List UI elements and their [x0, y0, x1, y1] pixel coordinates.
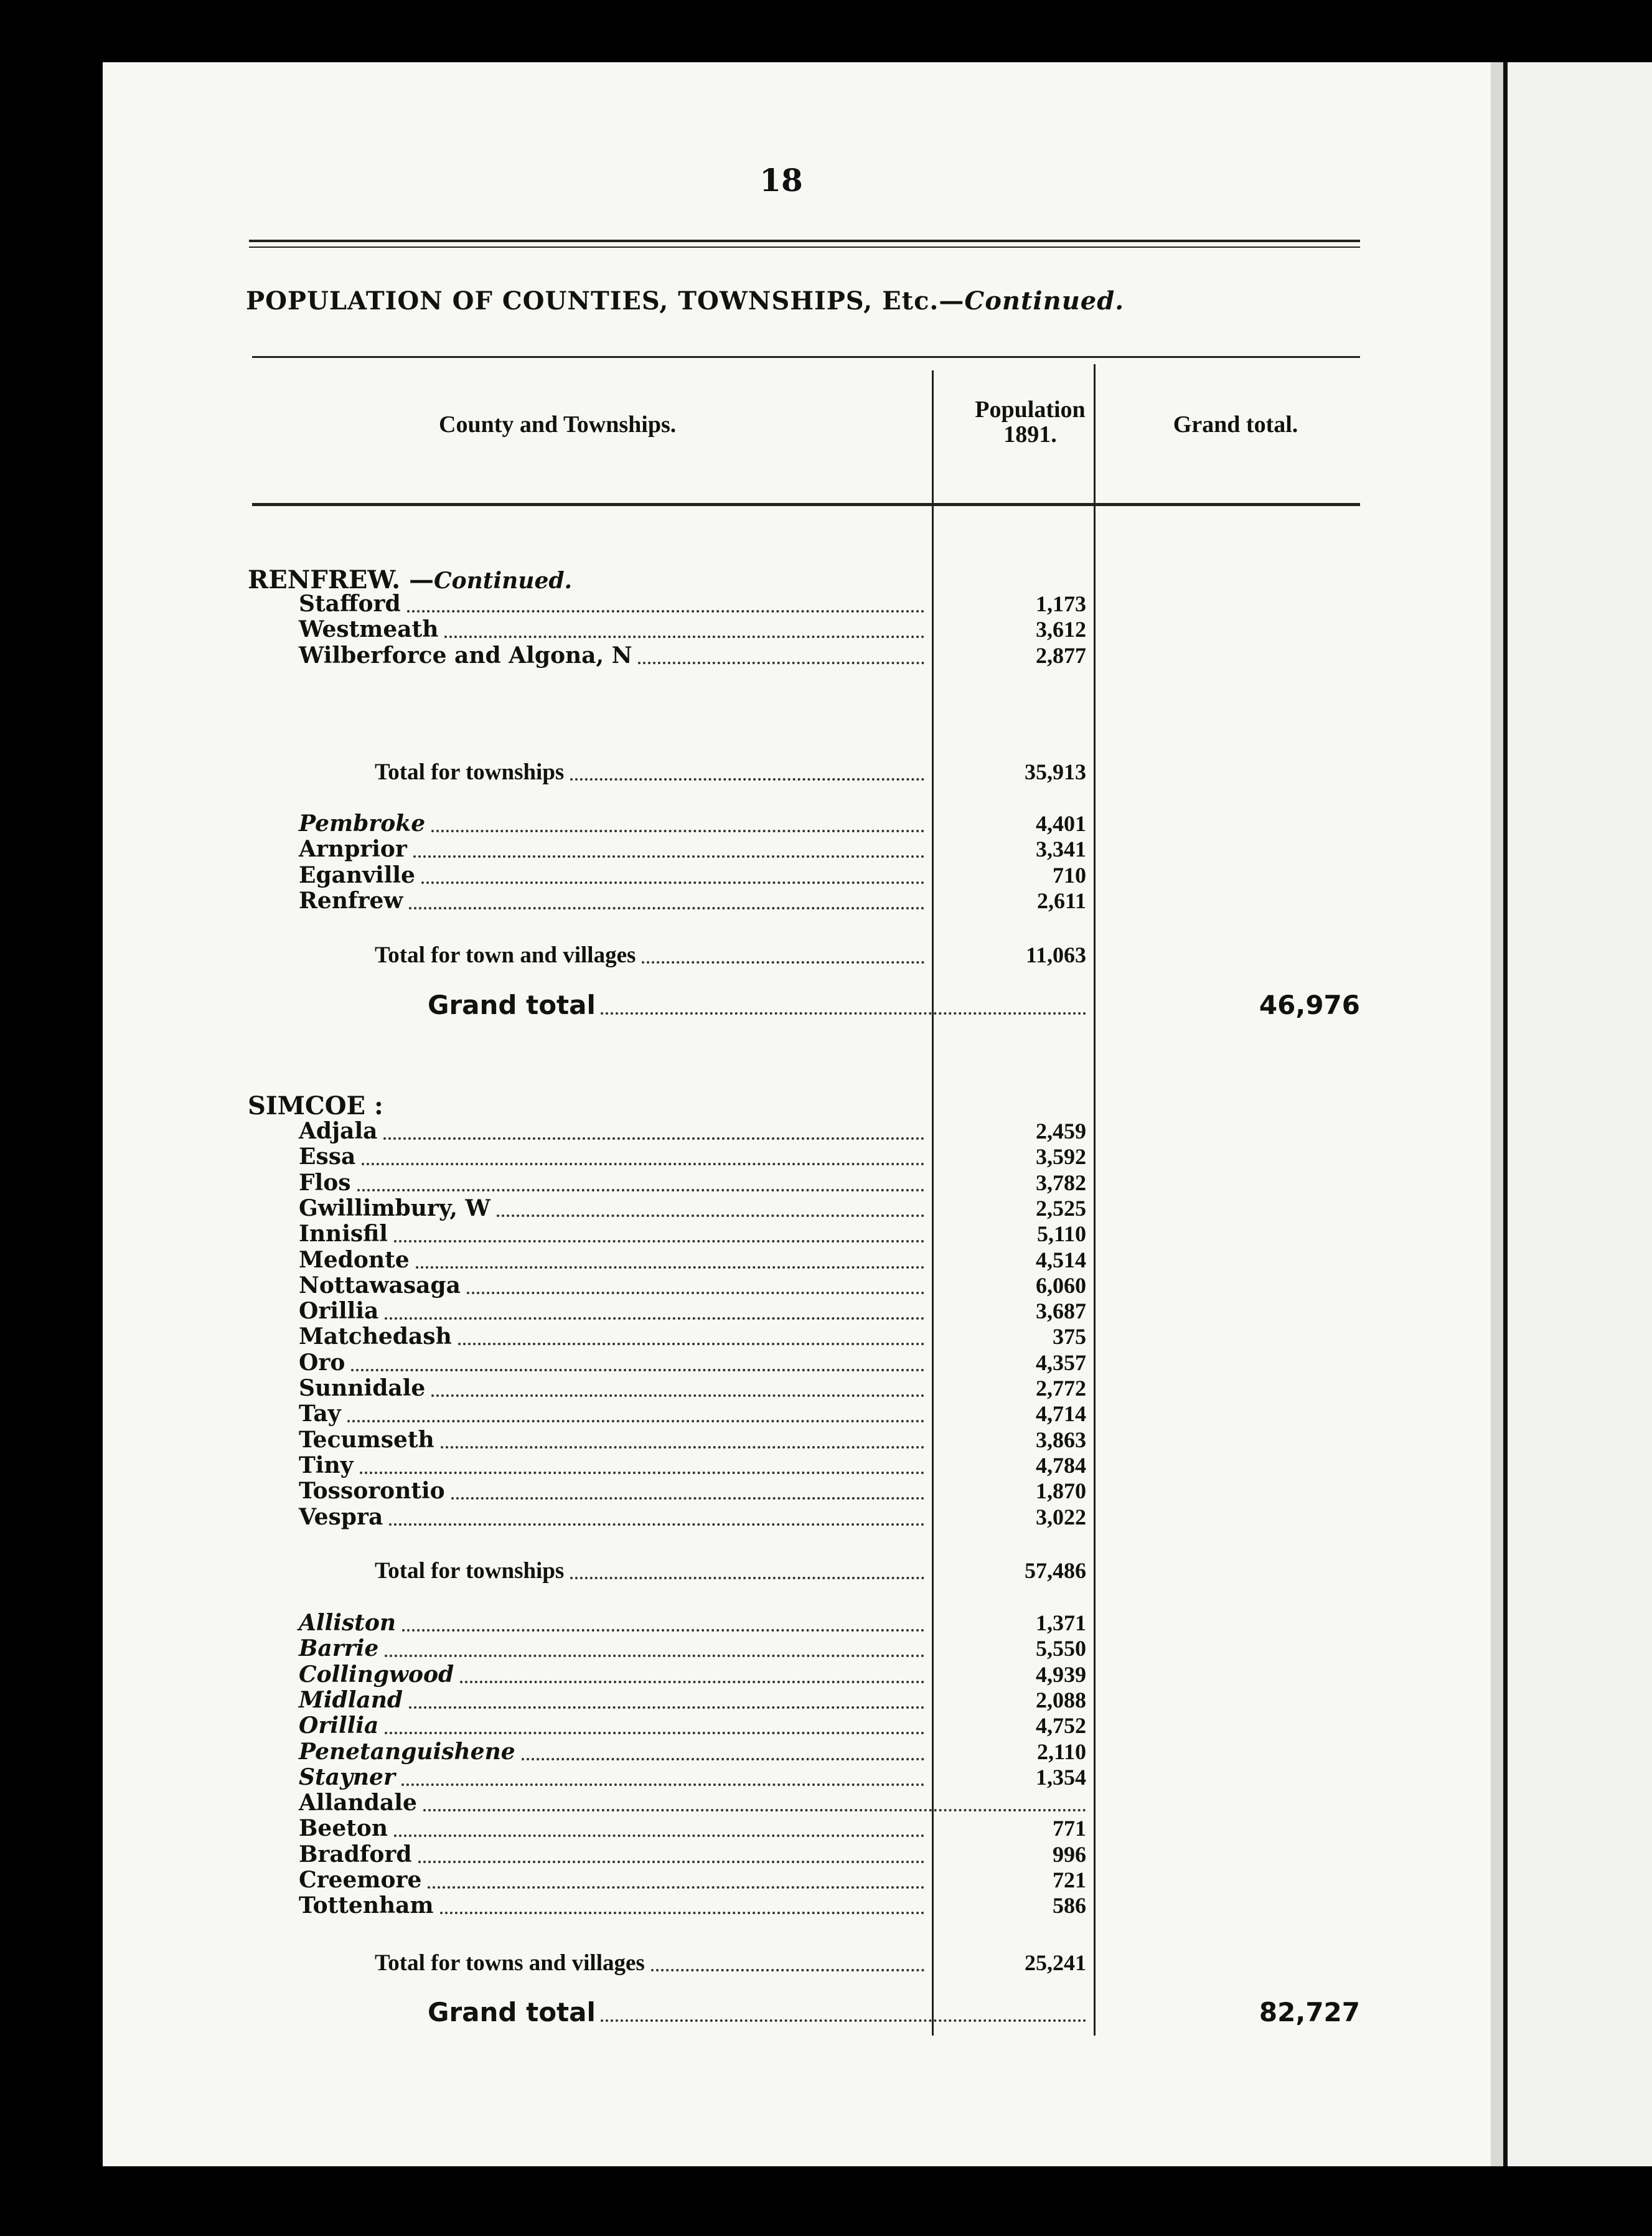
total-townships-value: 35,913: [1025, 759, 1086, 784]
dot-leader: [451, 1497, 924, 1500]
population-value: 2,459: [1036, 1119, 1086, 1144]
township-name: Vespra: [299, 1503, 383, 1530]
population-value: 4,357: [1036, 1350, 1086, 1375]
township-name: Wilberforce and Algona, N: [299, 642, 632, 669]
dot-leader: [385, 1732, 924, 1734]
dot-leader: [440, 1912, 924, 1914]
population-value: 2,088: [1036, 1687, 1086, 1712]
population-value: 3,782: [1036, 1170, 1086, 1195]
dot-leader: [409, 907, 924, 909]
dot-leader: [394, 1834, 924, 1837]
town-name: Stayner: [299, 1764, 395, 1790]
page-title: [246, 286, 1124, 316]
section-heading-text: RENFREW. —: [248, 565, 434, 594]
population-value: 4,939: [1036, 1661, 1086, 1687]
header-top-rule: [252, 356, 1360, 358]
table-row: [103, 1196, 1491, 1221]
town-name: Beeton: [299, 1815, 388, 1842]
township-name: Adjala: [299, 1118, 378, 1144]
dot-leader: [423, 1809, 1086, 1811]
population-value: 6,060: [1036, 1272, 1086, 1298]
total-townships-label: Total for townships: [375, 1558, 565, 1584]
total-towns-value: 11,063: [1025, 942, 1086, 967]
table-row: [103, 1739, 1491, 1765]
table-row: [103, 617, 1491, 642]
population-value: 3,687: [1036, 1299, 1086, 1324]
table-row: [103, 1453, 1491, 1478]
table-row: [103, 1478, 1491, 1504]
town-name: Eganville: [299, 862, 415, 888]
section-heading-simcoe: SIMCOE :: [248, 1091, 383, 1120]
dot-leader: [418, 1861, 924, 1863]
population-value: 4,784: [1036, 1452, 1086, 1478]
table-row: [103, 811, 1491, 837]
section-heading-continued: Continued.: [433, 568, 573, 594]
population-value: 375: [1053, 1324, 1086, 1350]
table-row: [103, 1247, 1491, 1273]
population-value: 2,772: [1036, 1376, 1086, 1401]
dot-leader: [601, 2019, 1086, 2022]
population-value: 3,341: [1036, 837, 1086, 862]
town-name: Penetanguishene: [299, 1738, 515, 1765]
total-townships-value: 57,486: [1025, 1558, 1086, 1583]
table-row: [103, 1324, 1491, 1350]
township-name: Stafford: [299, 591, 401, 617]
dot-leader: [409, 1706, 924, 1709]
town-name: Pembroke: [299, 810, 426, 837]
dot-leader: [444, 636, 924, 638]
population-value: 721: [1053, 1867, 1086, 1892]
township-name: Nottawasaga: [299, 1272, 461, 1299]
dot-leader: [428, 1886, 924, 1889]
town-name: Barrie: [299, 1635, 379, 1662]
township-name: Tecumseth: [299, 1426, 434, 1453]
grand-total-row: [103, 990, 1491, 1021]
table-row: [103, 1427, 1491, 1453]
population-value: 3,022: [1036, 1504, 1086, 1529]
town-name: Tottenham: [299, 1892, 434, 1919]
dot-leader: [389, 1523, 924, 1526]
table-row: [103, 1867, 1491, 1893]
title-continued: Continued.: [964, 286, 1125, 316]
page-number: 18: [759, 162, 803, 199]
population-value: 3,592: [1036, 1144, 1086, 1170]
town-name: Arnprior: [299, 836, 407, 863]
dot-leader: [441, 1446, 924, 1449]
town-name: Creemore: [299, 1867, 422, 1893]
total-towns-value: 25,241: [1025, 1950, 1086, 1975]
table-row: [103, 1376, 1491, 1401]
table-row: [103, 863, 1491, 888]
town-name: Midland: [299, 1686, 403, 1713]
dot-leader: [570, 1577, 924, 1579]
table-row: [103, 1688, 1491, 1713]
population-value: 4,714: [1036, 1401, 1086, 1427]
population-value: 4,752: [1036, 1713, 1086, 1739]
title-main: POPULATION OF COUNTIES, TOWNSHIPS, Etc.—: [246, 286, 965, 316]
table-row: [103, 1299, 1491, 1324]
dot-leader: [431, 1394, 924, 1397]
population-value: 1,371: [1036, 1610, 1086, 1635]
population-value: 771: [1053, 1816, 1086, 1841]
dot-leader: [497, 1214, 924, 1217]
dot-leader: [413, 855, 924, 858]
population-value: 2,877: [1036, 642, 1086, 668]
dot-leader: [394, 1240, 924, 1242]
dot-leader: [385, 1317, 924, 1320]
table-row: [103, 759, 1491, 785]
population-value: 2,110: [1036, 1739, 1086, 1764]
table-row: [103, 1610, 1491, 1636]
total-towns-label: Total for town and villages: [375, 942, 636, 968]
table-row: [103, 1662, 1491, 1688]
grand-total-label: Grand total: [428, 1997, 596, 2027]
table-row: [103, 1558, 1491, 1584]
header-bottom-rule: [252, 503, 1360, 506]
table-row: [103, 1636, 1491, 1661]
grand-total-value: 82,727: [1259, 1997, 1360, 2027]
dot-leader: [351, 1369, 924, 1371]
dot-leader: [467, 1292, 924, 1294]
township-name: Medonte: [299, 1246, 410, 1273]
top-rule: [249, 240, 1360, 242]
dot-leader: [638, 662, 924, 664]
dot-leader: [357, 1189, 924, 1191]
dot-leader: [421, 881, 924, 884]
table-row: [103, 1350, 1491, 1376]
dot-leader: [407, 610, 924, 613]
table-row: [103, 1119, 1491, 1144]
township-name: Essa: [299, 1144, 356, 1170]
population-header-line1: Population: [975, 397, 1086, 423]
population-value: 4,401: [1036, 811, 1086, 836]
population-header-line2: 1891.: [1003, 421, 1057, 448]
dot-leader: [601, 1012, 1086, 1015]
population-value: 5,110: [1036, 1221, 1086, 1247]
facing-page-edge: [1503, 62, 1652, 2166]
table-row: [103, 591, 1491, 617]
dot-leader: [460, 1681, 924, 1683]
dot-leader: [431, 830, 924, 832]
table-row: [103, 1401, 1491, 1427]
facing-page-rule: [1503, 62, 1508, 2166]
dot-leader: [522, 1758, 924, 1760]
column-header-population: [949, 397, 1111, 447]
township-name: Matchedash: [299, 1323, 452, 1350]
town-name: Orillia: [299, 1712, 379, 1739]
population-value: 3,612: [1036, 617, 1086, 642]
table-row: [103, 1273, 1491, 1299]
table-row: [103, 1950, 1491, 1976]
table-row: [103, 1505, 1491, 1530]
township-name: Westmeath: [299, 616, 439, 643]
table-row: [103, 1221, 1491, 1247]
dot-leader: [458, 1343, 924, 1345]
population-value: 710: [1053, 862, 1086, 888]
town-name: Renfrew: [299, 887, 403, 914]
table-row: [103, 837, 1491, 862]
grand-total-label: Grand total: [428, 990, 596, 1020]
population-value: 586: [1053, 1893, 1086, 1919]
dot-leader: [383, 1137, 924, 1140]
table-row: [103, 942, 1491, 968]
table-row: [103, 643, 1491, 669]
population-value: 1,870: [1036, 1478, 1086, 1504]
dot-leader: [401, 1783, 924, 1786]
table-row: [103, 1842, 1491, 1867]
grand-total-value: 46,976: [1259, 990, 1360, 1020]
grand-total-row: [103, 1997, 1491, 2028]
population-value: 2,611: [1036, 888, 1086, 913]
dot-leader: [385, 1655, 924, 1657]
total-townships-label: Total for townships: [375, 759, 565, 785]
township-name: Sunnidale: [299, 1375, 426, 1401]
population-value: 996: [1053, 1841, 1086, 1867]
township-name: Orillia: [299, 1298, 379, 1325]
dot-leader: [360, 1472, 924, 1474]
dot-leader: [651, 1969, 924, 1971]
dot-leader: [362, 1163, 924, 1165]
table-row: [103, 1713, 1491, 1739]
population-value: 4,514: [1036, 1247, 1086, 1272]
population-value: 1,173: [1036, 591, 1086, 616]
dot-leader: [570, 778, 924, 781]
dot-leader: [402, 1629, 924, 1632]
table-row: [103, 888, 1491, 914]
section-heading-renfrew: [248, 565, 572, 594]
township-name: Oro: [299, 1349, 345, 1376]
dot-leader: [347, 1420, 924, 1422]
table-row: [103, 1816, 1491, 1841]
table-row: [103, 1790, 1491, 1816]
township-name: Tiny: [299, 1452, 354, 1478]
table-row: [103, 1765, 1491, 1790]
town-name: Alliston: [299, 1610, 397, 1636]
township-name: Innisfil: [299, 1221, 388, 1247]
page-edge: [1491, 62, 1503, 2166]
table-row: [103, 1170, 1491, 1196]
township-name: Flos: [299, 1169, 351, 1196]
town-name: Allandale: [299, 1790, 417, 1816]
town-name: Bradford: [299, 1841, 412, 1867]
town-name: Collingwood: [299, 1661, 454, 1688]
top-rule-thin: [249, 247, 1360, 248]
document-page: [103, 62, 1491, 2166]
dot-leader: [642, 961, 924, 964]
township-name: Tay: [299, 1401, 341, 1427]
dot-leader: [416, 1266, 924, 1269]
population-value: 5,550: [1036, 1636, 1086, 1661]
population-value: 2,525: [1036, 1195, 1086, 1221]
column-header-county: County and Townships.: [439, 411, 677, 438]
population-value: 1,354: [1036, 1764, 1086, 1790]
table-row: [103, 1893, 1491, 1919]
township-name: Tossorontio: [299, 1478, 445, 1505]
table-row: [103, 1144, 1491, 1170]
column-header-grand: Grand total.: [1173, 411, 1298, 438]
population-value: 3,863: [1036, 1427, 1086, 1452]
total-towns-label: Total for towns and villages: [375, 1950, 645, 1976]
township-name: Gwillimbury, W: [299, 1195, 490, 1221]
